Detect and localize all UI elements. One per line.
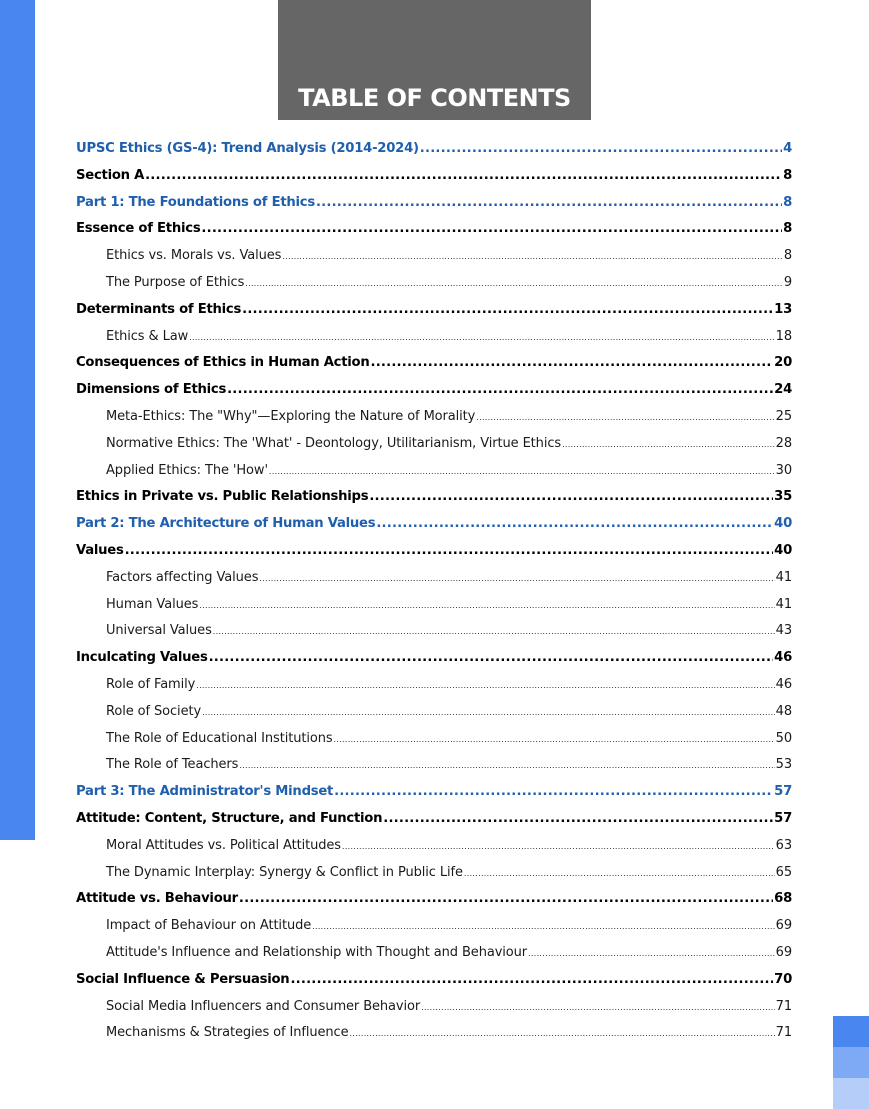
toc-entry-title: Part 3: The Administrator's Mindset — [76, 784, 334, 800]
dot-leader — [199, 592, 774, 620]
toc-entry-title: Inculcating Values — [76, 650, 208, 666]
toc-entry-title: Values — [76, 542, 124, 558]
dot-leader — [213, 618, 775, 646]
toc-entry-title: Mechanisms & Strategies of Influence — [106, 1025, 349, 1041]
toc-page-number: 46 — [775, 676, 792, 692]
toc-page-number: 35 — [774, 489, 792, 505]
toc-entry[interactable] — [76, 190, 792, 217]
toc-page-number: 53 — [775, 757, 792, 773]
corner-accent-block-3 — [833, 1078, 869, 1109]
toc-entry[interactable] — [76, 484, 792, 511]
dot-leader — [316, 190, 782, 217]
dot-leader — [528, 940, 775, 968]
toc-entry-title: Universal Values — [106, 623, 212, 639]
toc-entry-title: Attitude's Influence and Relationship with Thought and Behaviour — [106, 944, 528, 960]
dot-leader — [342, 833, 775, 861]
dot-leader — [202, 699, 775, 727]
dot-leader — [125, 538, 774, 565]
toc-subentry[interactable] — [76, 860, 792, 887]
toc-subentry[interactable] — [76, 431, 792, 458]
toc-entry-title: Consequences of Ethics in Human Action — [76, 355, 370, 371]
toc-page-number: 13 — [774, 301, 792, 317]
dot-leader — [189, 324, 775, 352]
toc-entry-title: Dimensions of Ethics — [76, 382, 227, 398]
dot-leader — [259, 565, 774, 593]
page-title: TABLE OF CONTENTS — [298, 84, 571, 112]
toc-subentry[interactable] — [76, 994, 792, 1021]
toc-entry-title: Determinants of Ethics — [76, 301, 242, 317]
dot-leader — [421, 994, 775, 1022]
toc-subentry[interactable] — [76, 618, 792, 645]
toc-subentry[interactable] — [76, 243, 792, 270]
toc-entry[interactable] — [76, 538, 792, 565]
dot-leader — [196, 672, 774, 700]
toc-page-number: 41 — [775, 596, 792, 612]
toc-entry-title: The Purpose of Ethics — [106, 274, 245, 290]
toc-page-number: 20 — [774, 355, 792, 371]
dot-leader — [239, 886, 773, 913]
toc-entry-title: Section A — [76, 167, 145, 183]
dot-leader — [420, 136, 782, 163]
toc-page-number: 63 — [775, 837, 792, 853]
toc-page-number: 57 — [774, 810, 792, 826]
toc-entry-title: Normative Ethics: The 'What' - Deontology, Utilitarianism, Virtue Ethics — [106, 435, 562, 451]
toc-subentry[interactable] — [76, 1020, 792, 1047]
toc-entry-title: Part 1: The Foundations of Ethics — [76, 194, 315, 210]
toc-entry-title: The Role of Teachers — [106, 757, 239, 773]
toc-entry-title: Human Values — [106, 596, 199, 612]
dot-leader — [383, 806, 773, 833]
toc-entry[interactable] — [76, 511, 792, 538]
toc-entry-title: Ethics & Law — [106, 328, 189, 344]
toc-entry[interactable] — [76, 967, 792, 994]
toc-entry-title: Applied Ethics: The 'How' — [106, 462, 268, 478]
dot-leader — [464, 860, 775, 888]
dot-leader — [290, 967, 773, 994]
toc-entry-title: Ethics vs. Morals vs. Values — [106, 248, 282, 264]
toc-page-number: 8 — [783, 167, 792, 183]
toc-subentry[interactable] — [76, 672, 792, 699]
toc-page-number: 70 — [774, 971, 792, 987]
dot-leader — [350, 1020, 775, 1048]
toc-page-number: 9 — [783, 274, 792, 290]
toc-page-number: 41 — [775, 569, 792, 585]
dot-leader — [562, 431, 775, 459]
toc-subentry[interactable] — [76, 699, 792, 726]
toc-page-number: 69 — [775, 918, 792, 934]
dot-leader — [269, 458, 775, 486]
toc-subentry[interactable] — [76, 458, 792, 485]
toc-page-number: 8 — [783, 248, 792, 264]
toc-entry-title: The Role of Educational Institutions — [106, 730, 333, 746]
toc-page-number: 50 — [775, 730, 792, 746]
toc-entry[interactable] — [76, 779, 792, 806]
toc-entry[interactable] — [76, 806, 792, 833]
toc-entry-title: Moral Attitudes vs. Political Attitudes — [106, 837, 341, 853]
dot-leader — [312, 913, 775, 941]
toc-entry-title: Social Media Influencers and Consumer Behavior — [106, 998, 421, 1014]
toc-page-number: 71 — [775, 1025, 792, 1041]
toc-page-number: 24 — [774, 382, 792, 398]
toc-entry[interactable] — [76, 163, 792, 190]
toc-entry-title: Part 2: The Architecture of Human Values — [76, 516, 376, 532]
dot-leader — [376, 511, 773, 538]
dot-leader — [369, 484, 773, 511]
toc-entry-title: Factors affecting Values — [106, 569, 259, 585]
toc-subentry[interactable] — [76, 752, 792, 779]
toc-subentry[interactable] — [76, 270, 792, 297]
toc-entry-title: UPSC Ethics (GS-4): Trend Analysis (2014-2024) — [76, 141, 419, 156]
toc-entry[interactable] — [76, 350, 792, 377]
toc-subentry[interactable] — [76, 592, 792, 619]
toc-page-number: 65 — [775, 864, 792, 880]
toc-page-number: 4 — [783, 141, 792, 156]
corner-accent-block-1 — [833, 1016, 869, 1047]
toc-entry[interactable] — [76, 216, 792, 243]
dot-leader — [239, 752, 774, 780]
toc-page-number: 8 — [783, 194, 792, 210]
toc-entry[interactable] — [76, 645, 792, 672]
toc-subentry[interactable] — [76, 726, 792, 753]
dot-leader — [476, 404, 774, 432]
toc-entry[interactable] — [76, 377, 792, 404]
left-accent-bar — [0, 0, 35, 840]
toc-subentry[interactable] — [76, 324, 792, 351]
dot-leader — [334, 779, 773, 806]
toc-page-number: 57 — [774, 784, 792, 800]
toc-page-number: 25 — [775, 408, 792, 424]
dot-leader — [201, 216, 782, 243]
toc-page-number: 40 — [774, 516, 792, 532]
dot-leader — [334, 726, 775, 754]
toc-entry-title: Ethics in Private vs. Public Relationships — [76, 489, 369, 505]
toc-page-number: 18 — [775, 328, 792, 344]
toc-entry-title: Attitude vs. Behaviour — [76, 891, 238, 907]
toc-entry-title: Essence of Ethics — [76, 221, 201, 237]
toc-page-number: 28 — [775, 435, 792, 451]
toc-page-number: 46 — [774, 650, 792, 666]
toc-page-number: 8 — [783, 221, 792, 237]
toc-subentry[interactable] — [76, 833, 792, 860]
toc-subentry[interactable] — [76, 940, 792, 967]
dot-leader — [227, 377, 773, 404]
toc-page-number: 40 — [774, 542, 792, 558]
toc-subentry[interactable] — [76, 404, 792, 431]
table-of-contents — [76, 136, 792, 1047]
toc-entry[interactable] — [76, 136, 792, 163]
corner-accent-block-2 — [833, 1047, 869, 1078]
toc-entry-title: Impact of Behaviour on Attitude — [106, 918, 312, 934]
toc-page-number: 30 — [775, 462, 792, 478]
toc-page-number: 68 — [774, 891, 792, 907]
toc-entry-title: Social Influence & Persuasion — [76, 971, 290, 987]
toc-subentry[interactable] — [76, 565, 792, 592]
toc-page-number: 71 — [775, 998, 792, 1014]
toc-entry-title: The Dynamic Interplay: Synergy & Conflict in Public Life — [106, 864, 463, 880]
toc-page-number: 43 — [775, 623, 792, 639]
toc-entry-title: Role of Society — [106, 703, 202, 719]
toc-page-number: 69 — [775, 944, 792, 960]
toc-entry[interactable] — [76, 886, 792, 913]
dot-leader — [245, 270, 783, 298]
dot-leader — [242, 297, 773, 324]
dot-leader — [209, 645, 774, 672]
toc-entry[interactable] — [76, 297, 792, 324]
toc-subentry[interactable] — [76, 913, 792, 940]
dot-leader — [282, 243, 782, 271]
dot-leader — [145, 163, 782, 190]
toc-entry-title: Role of Family — [106, 676, 196, 692]
toc-header — [278, 0, 591, 120]
dot-leader — [371, 350, 774, 377]
toc-entry-title: Attitude: Content, Structure, and Function — [76, 810, 383, 826]
toc-page-number: 48 — [775, 703, 792, 719]
toc-entry-title: Meta-Ethics: The "Why"—Exploring the Nature of Morality — [106, 408, 476, 424]
